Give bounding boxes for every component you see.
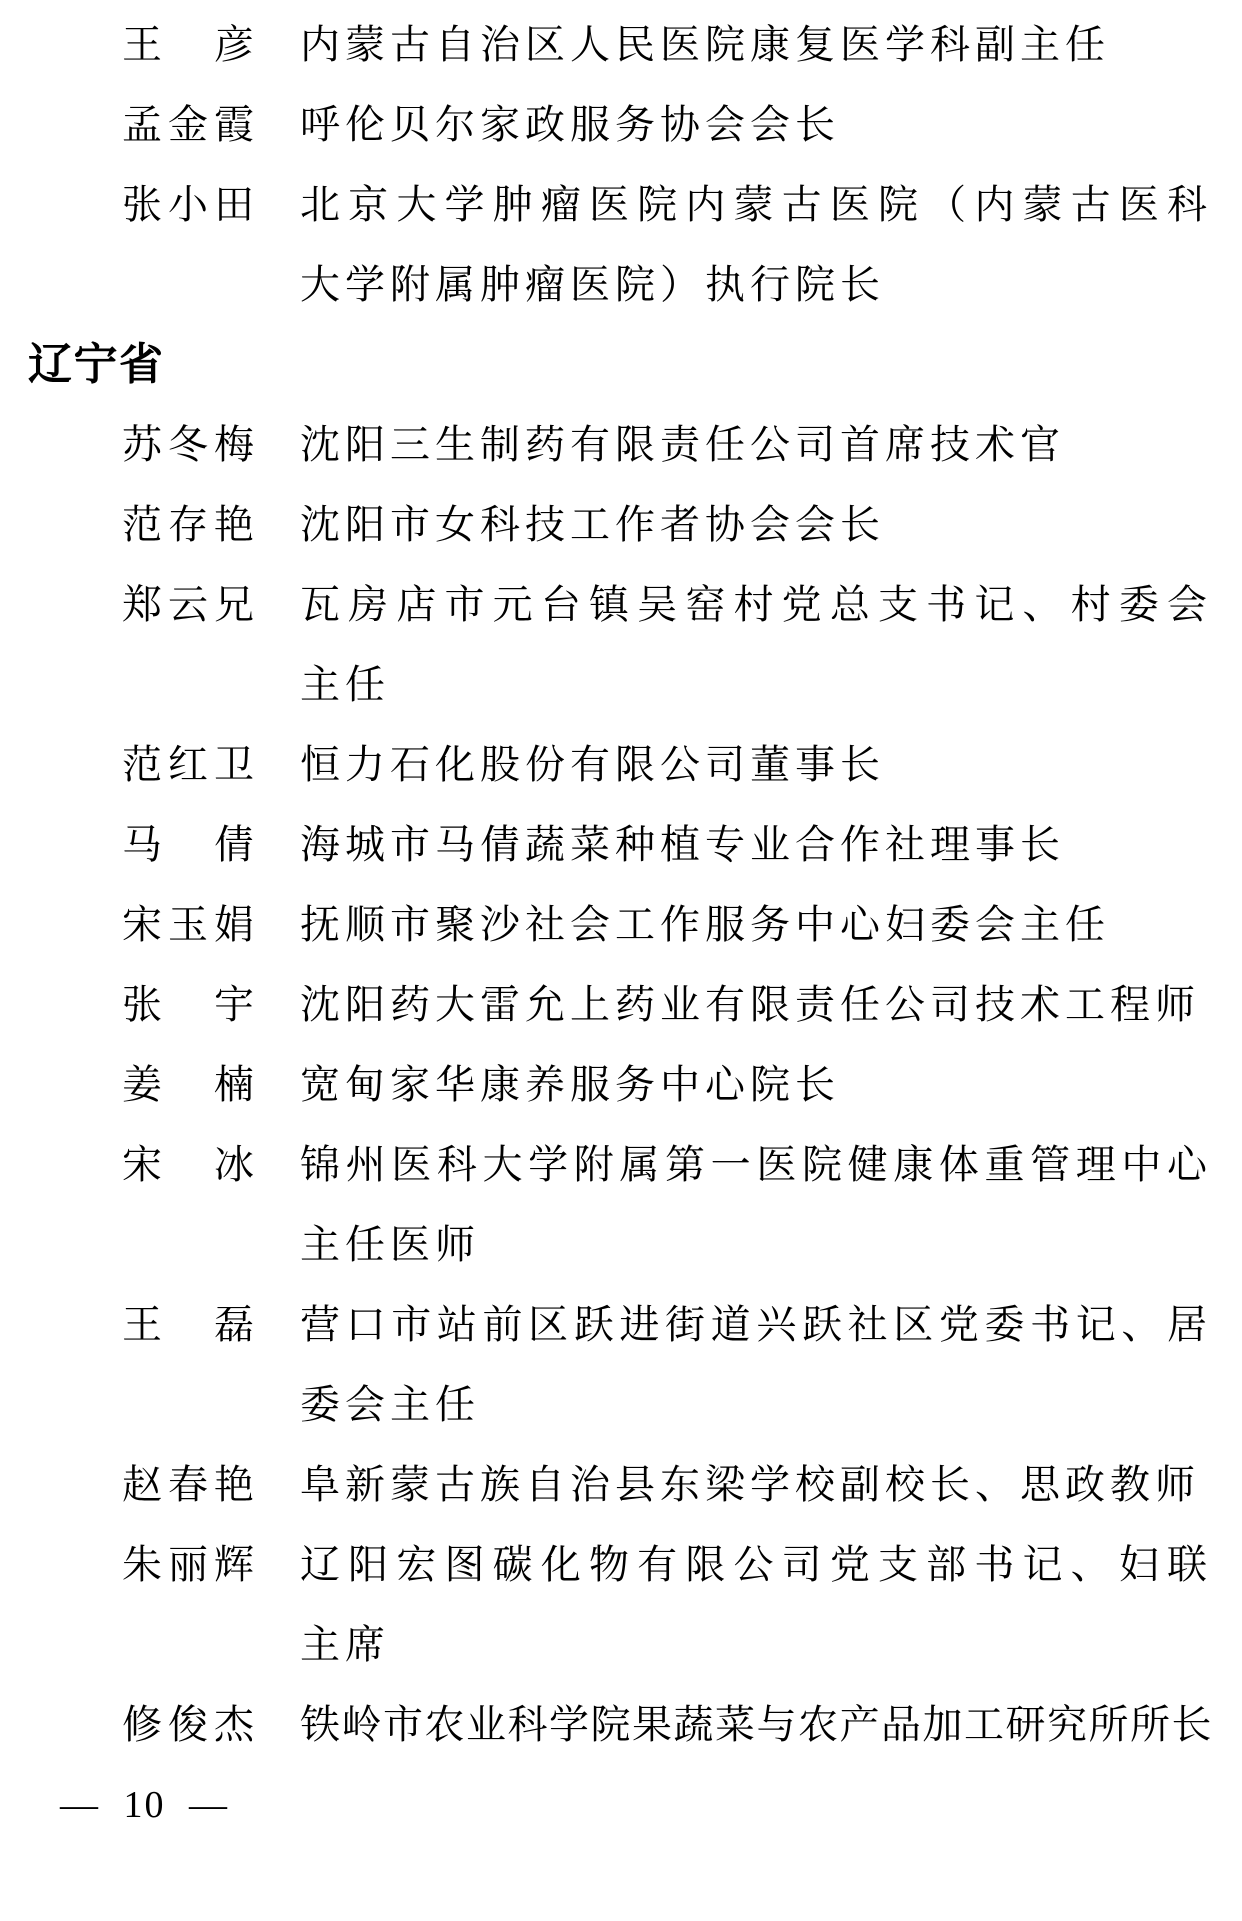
page-number: — 10 — <box>60 1784 229 1826</box>
person-name: 苏冬梅 <box>122 422 254 467</box>
person-name: 孟金霞 <box>122 102 254 147</box>
province-header: 辽宁省 <box>28 340 165 389</box>
person-name: 赵春艳 <box>122 1462 254 1507</box>
person-name: 马倩 <box>122 822 254 867</box>
person-name: 王磊 <box>122 1302 254 1347</box>
person-title <box>300 165 1212 325</box>
person-name: 朱丽辉 <box>122 1542 254 1587</box>
title-line: 阜新蒙古族自治县东梁学校副校长、思政教师 <box>300 1462 1200 1507</box>
person-title <box>300 1045 1212 1125</box>
title-line: 海城市马倩蔬菜种植专业合作社理事长 <box>300 822 1065 867</box>
honoree-entry <box>0 805 1242 885</box>
honoree-entry <box>0 725 1242 805</box>
title-line: 北京大学肿瘤医院内蒙古医院（内蒙古医科 <box>300 182 1212 227</box>
person-title <box>300 725 1212 805</box>
honoree-entry <box>0 85 1242 165</box>
title-line: 委会主任 <box>300 1382 480 1427</box>
title-line: 宽甸家华康养服务中心院长 <box>300 1062 840 1107</box>
title-line: 恒力石化股份有限公司董事长 <box>300 742 885 787</box>
honoree-entry <box>0 165 1242 325</box>
person-title <box>300 1125 1212 1285</box>
person-title <box>300 805 1212 885</box>
person-name: 宋冰 <box>122 1142 254 1187</box>
title-line: 内蒙古自治区人民医院康复医学科副主任 <box>300 22 1110 67</box>
page-footer <box>0 1765 1242 1845</box>
title-line: 沈阳市女科技工作者协会会长 <box>300 502 885 547</box>
title-line: 营口市站前区跃进街道兴跃社区党委书记、居 <box>300 1302 1212 1347</box>
honoree-entry <box>0 1125 1242 1285</box>
title-line: 沈阳三生制药有限责任公司首席技术官 <box>300 422 1065 467</box>
person-name: 王彦 <box>122 22 254 67</box>
person-title <box>300 85 1212 165</box>
person-title <box>300 1525 1212 1685</box>
person-title <box>300 5 1212 85</box>
honoree-entry <box>0 1525 1242 1685</box>
honoree-entry <box>0 1445 1242 1525</box>
honoree-entry <box>0 5 1242 85</box>
person-name: 范红卫 <box>122 742 254 787</box>
title-line: 抚顺市聚沙社会工作服务中心妇委会主任 <box>300 902 1110 947</box>
honoree-entry <box>0 965 1242 1045</box>
honoree-entry <box>0 1045 1242 1125</box>
person-title <box>300 885 1212 965</box>
title-line: 铁岭市农业科学院果蔬菜与农产品加工研究所所长 <box>300 1702 1213 1747</box>
honoree-entry <box>0 485 1242 565</box>
person-name: 范存艳 <box>122 502 254 547</box>
title-line: 主任医师 <box>300 1222 480 1267</box>
title-line: 辽阳宏图碳化物有限公司党支部书记、妇联 <box>300 1542 1212 1587</box>
person-name: 张宇 <box>122 982 254 1027</box>
title-line: 瓦房店市元台镇吴窑村党总支书记、村委会 <box>300 582 1212 627</box>
person-name: 郑云兄 <box>122 582 254 627</box>
person-title <box>300 565 1212 725</box>
honoree-entry <box>0 885 1242 965</box>
title-line: 主任 <box>300 662 390 707</box>
person-title <box>300 965 1212 1045</box>
person-name: 张小田 <box>122 182 254 227</box>
title-line: 主席 <box>300 1622 390 1667</box>
honoree-entry <box>0 405 1242 485</box>
person-title <box>300 1445 1212 1525</box>
honoree-entry <box>0 1685 1242 1765</box>
person-title <box>300 485 1212 565</box>
title-line: 锦州医科大学附属第一医院健康体重管理中心 <box>300 1142 1212 1187</box>
person-title <box>300 1685 1212 1765</box>
title-line: 沈阳药大雷允上药业有限责任公司技术工程师 <box>300 982 1200 1027</box>
person-name: 姜楠 <box>122 1062 254 1107</box>
title-line: 大学附属肿瘤医院）执行院长 <box>300 262 885 307</box>
person-name: 修俊杰 <box>122 1702 254 1747</box>
honoree-entry <box>0 1285 1242 1445</box>
honoree-entry <box>0 565 1242 725</box>
title-line: 呼伦贝尔家政服务协会会长 <box>300 102 840 147</box>
province-header-row <box>0 325 1242 405</box>
person-title <box>300 405 1212 485</box>
person-title <box>300 1285 1212 1445</box>
person-name: 宋玉娟 <box>122 902 254 947</box>
